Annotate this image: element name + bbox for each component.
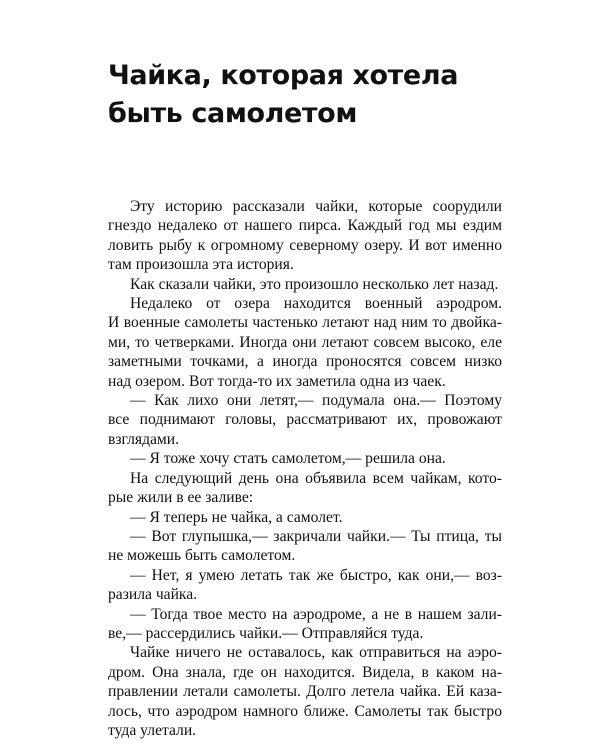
text-line: На следующий день она объявила всем чайкам, кото- — [130, 469, 502, 487]
text-line: дром. Она знала, где он находится. Видела, в каком на- — [108, 663, 502, 681]
paragraph — [108, 294, 502, 391]
paragraph — [108, 605, 502, 644]
paragraph — [108, 527, 502, 566]
paragraph — [108, 643, 502, 740]
text-line: правлении летали самолеты. Долго летела чайка. Ей каза- — [108, 683, 502, 701]
paragraph — [108, 391, 502, 449]
text-line: ловить рыбу к огромному северному озеру. И вот именно — [108, 236, 502, 254]
text-line: — Тогда твое место на аэродроме, а не в нашем зали- — [130, 605, 502, 623]
text-line: Как сказали чайки, это произошло несколько лет назад. — [130, 275, 499, 293]
paragraph — [108, 197, 502, 275]
text-line: ми, то четверками. Иногда они летают совсем высоко, еле — [108, 333, 502, 351]
paragraph — [108, 566, 502, 605]
text-line: заметными точками, а иногда проносятся совсем низко — [108, 353, 502, 371]
text-line: взглядами. — [108, 430, 180, 448]
text-line: над озером. Вот тогда-то их заметила одна из чаек. — [108, 372, 446, 390]
text-line: все поднимают головы, рассматривают их, провожают — [108, 411, 502, 429]
text-line: И военные самолеты частенько летают над ним то двойка- — [108, 314, 502, 332]
text-line: — Как лихо они летят,— подумала она.— Поэтому — [130, 392, 502, 410]
text-line: — Вот глупышка,— закричали чайки.— Ты птица, ты — [130, 527, 502, 545]
paragraph — [108, 449, 502, 468]
text-line: рые жили в ее заливе: — [108, 489, 254, 507]
chapter-title-line-1: Чайка, которая хотела — [108, 60, 459, 91]
text-line: не можешь быть самолетом. — [108, 547, 296, 565]
paragraph — [108, 469, 502, 508]
text-line: ве,— рассердились чайки.— Отправляйся туда. — [108, 624, 424, 642]
text-line: — Я тоже хочу стать самолетом,— решила она. — [130, 450, 446, 468]
text-line: лось, что аэродром намного ближе. Самолеты так быстро — [108, 702, 502, 720]
text-line: — Я теперь не чайка, а самолет. — [130, 508, 343, 526]
text-line: туда улетали. — [108, 721, 197, 739]
chapter-title-line-2: быть самолетом — [108, 98, 357, 129]
paragraph — [108, 508, 502, 527]
text-line: Чайке ничего не оставалось, как отправиться на аэро- — [130, 644, 502, 662]
text-line: гнездо недалеко от нашего пирса. Каждый год мы ездим — [108, 217, 502, 235]
text-line: разила чайка. — [108, 586, 198, 604]
text-line: там произошла эта история. — [108, 256, 294, 274]
story-body — [108, 197, 502, 740]
paragraph — [108, 275, 502, 294]
chapter-title — [108, 57, 528, 133]
text-line: Эту историю рассказали чайки, которые соорудили — [130, 198, 502, 215]
text-line: — Нет, я умею летать так же быстро, как они,— воз- — [130, 566, 502, 584]
text-line: Недалеко от озера находится военный аэродром. — [130, 295, 502, 313]
